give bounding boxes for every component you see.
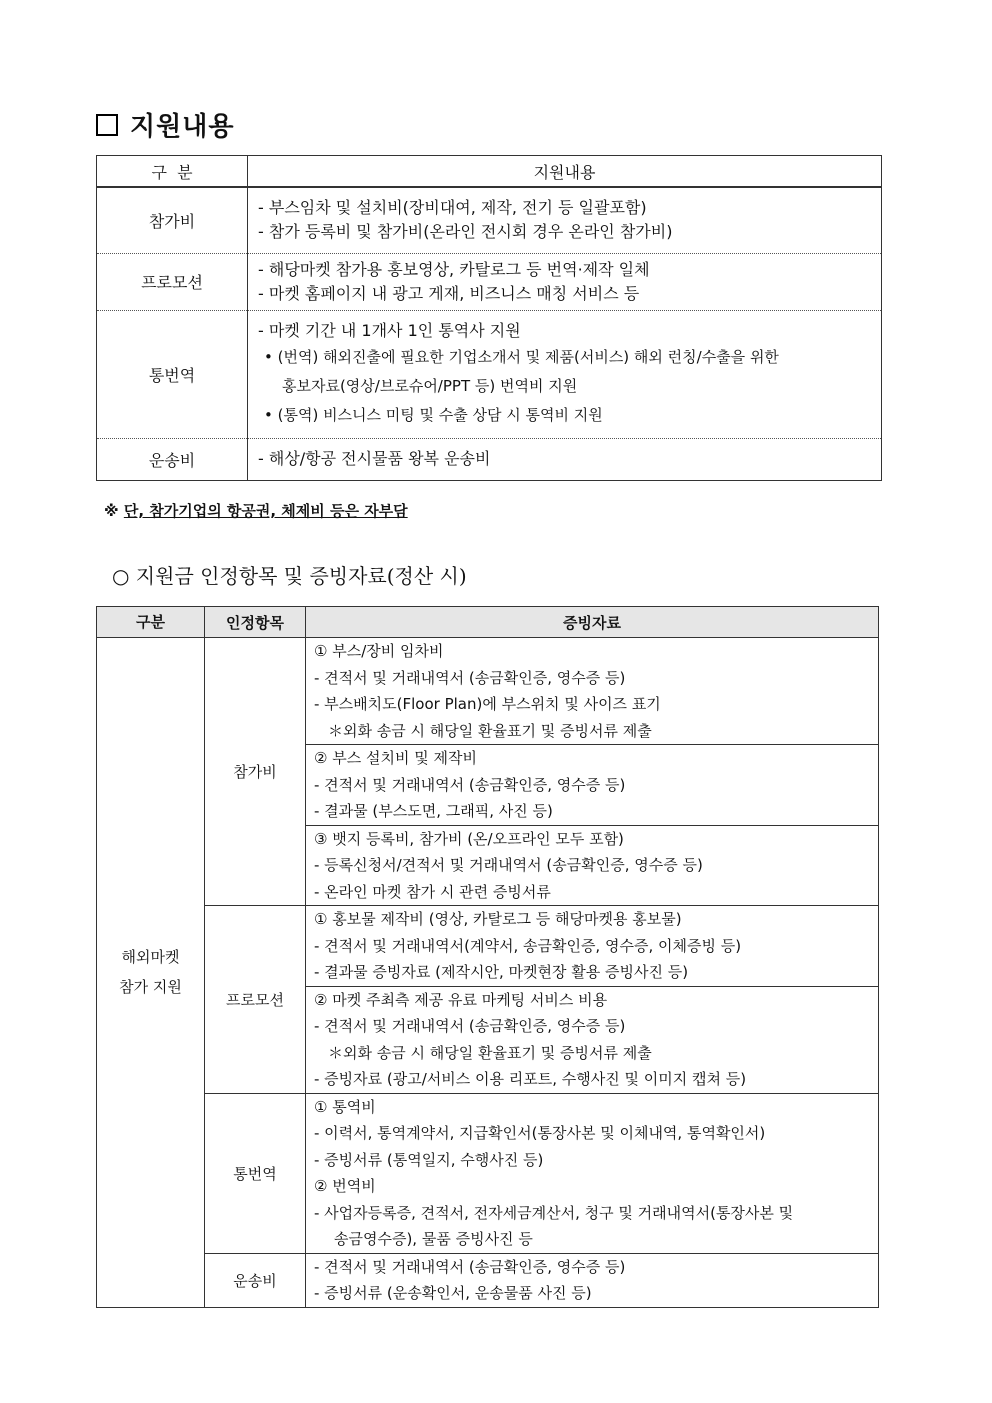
- item-shipping: 운송비: [205, 1253, 306, 1307]
- evidence-line: - 증빙서류 (통역일지, 수행사진 등): [314, 1150, 544, 1169]
- item-interpretation: 통번역: [205, 1093, 306, 1253]
- header-item: 인정항목: [205, 607, 306, 638]
- evidence-block: [306, 1093, 879, 1253]
- group-line: 해외마켓: [121, 948, 180, 967]
- row-category: 운송비: [97, 438, 248, 480]
- evidence-block: [306, 986, 879, 1093]
- header-content: 지원내용: [248, 156, 882, 188]
- self-pay-note: [104, 500, 408, 521]
- evidence-line: ＊외화 송금 시 해당일 환율표기 및 증빙서류 제출: [328, 721, 652, 740]
- evidence-block: [306, 638, 879, 745]
- content-line: - 부스임차 및 설치비(장비대여, 제작, 전기 등 일괄포함): [258, 198, 647, 218]
- evidence-line: - 견적서 및 거래내역서 (송금확인증, 영수증 등): [314, 1257, 626, 1276]
- evidence-block: [306, 906, 879, 987]
- evidence-table: [96, 606, 879, 1308]
- evidence-block: [306, 1253, 879, 1307]
- evidence-line: ① 통역비: [314, 1097, 376, 1116]
- table-row: [97, 438, 882, 480]
- evidence-line: ③ 뱃지 등록비, 참가비 (온/오프라인 모두 포함): [314, 829, 624, 848]
- row-content: [248, 310, 882, 438]
- evidence-line: - 결과물 (부스도면, 그래픽, 사진 등): [314, 802, 553, 820]
- table-header-row: [97, 607, 879, 638]
- section-heading: [96, 106, 234, 143]
- group-cell: [97, 638, 205, 1308]
- content-line: - 참가 등록비 및 참가비(온라인 전시회 경우 온라인 참가비): [258, 222, 673, 242]
- evidence-line: ② 번역비: [314, 1177, 376, 1195]
- evidence-block: [306, 825, 879, 906]
- evidence-line: 송금영수증), 물품 증빙사진 등: [334, 1230, 533, 1248]
- section-title: 지원내용: [130, 112, 235, 142]
- evidence-block: [306, 745, 879, 826]
- content-line: - 마켓 기간 내 1개사 1인 통역사 지원: [258, 320, 521, 340]
- content-line: - 해당마켓 참가용 홍보영상, 카탈로그 등 번역·제작 일체: [258, 259, 650, 279]
- support-content-table: [96, 155, 882, 481]
- bullet-line: • (통역) 비스니스 미팅 및 수출 상담 시 통역비 지원: [264, 405, 603, 424]
- row-category: 참가비: [97, 187, 248, 253]
- note-text: 단, 참가기업의 항공권, 체제비 등은 자부담: [123, 502, 408, 520]
- evidence-line: - 등록신청서/견적서 및 거래내역서 (송금확인증, 영수증 등): [314, 856, 703, 874]
- row-content: [248, 187, 882, 253]
- evidence-line: - 견적서 및 거래내역서 (송금확인증, 영수증 등): [314, 775, 626, 794]
- evidence-line: ① 홍보물 제작비 (영상, 카탈로그 등 해당마켓용 홍보물): [314, 910, 682, 928]
- header-group: 구분: [97, 607, 205, 638]
- evidence-line: - 부스배치도(Floor Plan)에 부스위치 및 사이즈 표기: [314, 695, 661, 713]
- evidence-line: - 증빙자료 (광고/서비스 이용 리포트, 수행사진 및 이미지 캡쳐 등): [314, 1070, 747, 1088]
- evidence-line: - 증빙서류 (운송확인서, 운송물품 사진 등): [314, 1284, 592, 1302]
- evidence-line: ① 부스/장비 임차비: [314, 642, 444, 660]
- checkbox-square-icon: [96, 114, 118, 136]
- table-row: [97, 906, 879, 987]
- table-row: [97, 310, 882, 438]
- subsection-title: ○ 지원금 인정항목 및 증빙자료(정산 시): [112, 564, 467, 588]
- evidence-line: - 견적서 및 거래내역서 (송금확인증, 영수증 등): [314, 1017, 626, 1035]
- evidence-line: - 온라인 마켓 참가 시 관련 증빙서류: [314, 882, 551, 901]
- header-category: 구 분: [97, 156, 248, 188]
- evidence-line: ② 마켓 주최측 제공 유료 마케팅 서비스 비용: [314, 990, 608, 1009]
- bullet-line: 홍보자료(영상/브로슈어/PPT 등) 번역비 지원: [282, 376, 578, 395]
- item-participation: 참가비: [205, 638, 306, 906]
- row-content: [248, 438, 882, 480]
- evidence-line: ② 부스 설치비 및 제작비: [314, 749, 477, 767]
- row-category: 통번역: [97, 310, 248, 438]
- table-row: [97, 1253, 879, 1307]
- table-header-row: [97, 156, 882, 188]
- evidence-line: - 사업자등록증, 견적서, 전자세금계산서, 청구 및 거래내역서(통장사본 및: [314, 1203, 794, 1222]
- evidence-line: - 견적서 및 거래내역서 (송금확인증, 영수증 등): [314, 668, 626, 687]
- bullet-line: • (번역) 해외진출에 필요한 기업소개서 및 제품(서비스) 해외 런칭/수출을 위한: [264, 347, 779, 366]
- group-line: 참가 지원: [119, 978, 182, 997]
- table-row: [97, 187, 882, 253]
- evidence-line: - 결과물 증빙자료 (제작시안, 마켓현장 활용 증빙사진 등): [314, 963, 689, 981]
- header-evidence: 증빙자료: [306, 607, 879, 638]
- content-line: - 마켓 홈페이지 내 광고 게재, 비즈니스 매칭 서비스 등: [258, 283, 640, 303]
- table-row: [97, 1093, 879, 1253]
- item-promotion: 프로모션: [205, 906, 306, 1094]
- row-content: [248, 253, 882, 310]
- row-category: 프로모션: [97, 253, 248, 310]
- table-row: [97, 253, 882, 310]
- note-mark: ※: [104, 502, 119, 520]
- content-line: - 해상/항공 전시물품 왕복 운송비: [258, 449, 491, 468]
- evidence-line: - 이력서, 통역계약서, 지급확인서(통장사본 및 이체내역, 통역확인서): [314, 1124, 766, 1142]
- table-row: [97, 638, 879, 745]
- evidence-line: - 견적서 및 거래내역서(계약서, 송금확인증, 영수증, 이체증빙 등): [314, 936, 742, 955]
- evidence-line: ＊외화 송금 시 해당일 환율표기 및 증빙서류 제출: [328, 1043, 652, 1062]
